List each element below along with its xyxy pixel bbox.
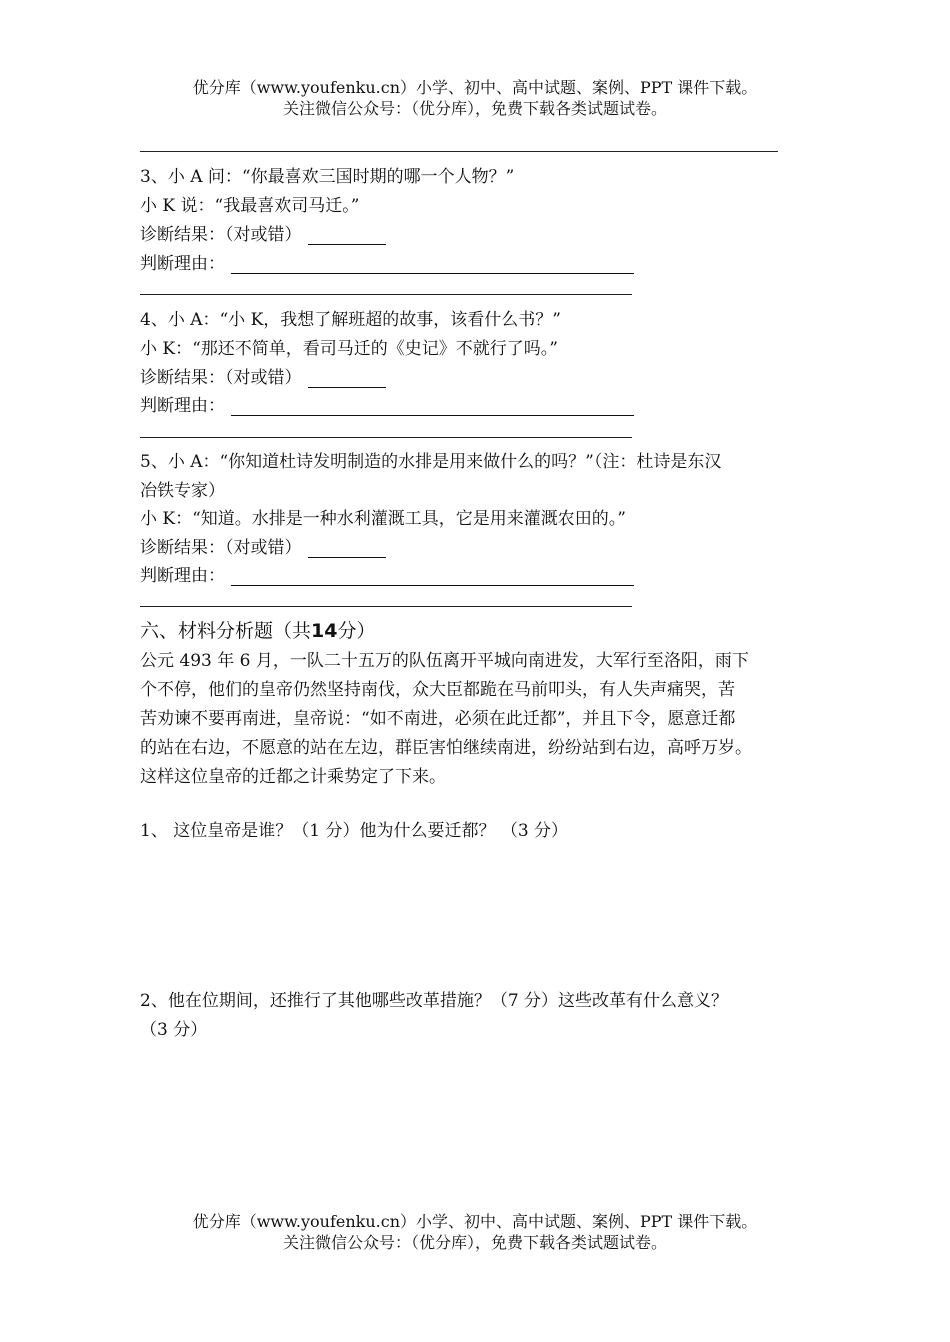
- item-3-reason-line-2[interactable]: [140, 294, 632, 295]
- reason-blank[interactable]: [231, 398, 634, 416]
- diagnosis-label: 诊断结果：（对或错）: [140, 368, 302, 388]
- item-5-answer: 小 K：“知道。水排是一种水利灌溉工具，它是用来灌溉农田的。”: [140, 509, 626, 529]
- top-rule: [140, 151, 778, 152]
- material-line-5: 这样这位皇帝的迁都之计乘势定了下来。: [140, 767, 446, 787]
- page-header: [0, 77, 950, 119]
- material-line-2: 个不停，他们的皇帝仍然坚持南伐，众大臣都跪在马前叩头，有人失声痛哭，苦: [140, 680, 735, 700]
- reason-label: 判断理由：: [140, 566, 225, 586]
- diagnosis-label: 诊断结果：（对或错）: [140, 538, 302, 558]
- item-3-question: 3、小 A 问：“你最喜欢三国时期的哪一个人物？”: [140, 167, 515, 187]
- item-4-question: 4、小 A：“小 K，我想了解班超的故事，该看什么书？”: [140, 310, 561, 330]
- item-5-diagnosis: [140, 533, 386, 558]
- reason-label: 判断理由：: [140, 254, 225, 274]
- section-title-suffix: 分）: [337, 620, 376, 642]
- footer-line-1: 优分库（www.youfenku.cn）小学、初中、高中试题、案例、PPT 课件下载。: [192, 1212, 758, 1231]
- question-2-line-2: （3 分）: [140, 1020, 208, 1040]
- diagnosis-label: 诊断结果：（对或错）: [140, 225, 302, 245]
- section-title-prefix: 六、材料分析题（共: [140, 620, 312, 642]
- question-2-line-1: 2、他在位期间，还推行了其他哪些改革措施？（7 分）这些改革有什么意义？: [140, 991, 729, 1011]
- item-3-answer: 小 K 说：“我最喜欢司马迁。”: [140, 196, 360, 216]
- footer-line-2: 关注微信公众号：（优分库），免费下载各类试题试卷。: [282, 1233, 667, 1252]
- item-4-reason-line-2[interactable]: [140, 437, 632, 438]
- item-4-answer: 小 K：“那还不简单，看司马迁的《史记》不就行了吗。”: [140, 339, 558, 359]
- header-line-1: 优分库（www.youfenku.cn）小学、初中、高中试题、案例、PPT 课件下载。: [192, 78, 758, 97]
- section-points: 14: [311, 620, 338, 642]
- diagnosis-blank[interactable]: [308, 227, 386, 245]
- item-4-reason: [140, 391, 634, 416]
- item-3-reason: [140, 249, 634, 274]
- diagnosis-blank[interactable]: [308, 540, 386, 558]
- material-line-3: 苦劝谏不要再南进，皇帝说：“如不南进，必须在此迁都”，并且下令，愿意迁都: [140, 709, 736, 729]
- reason-blank[interactable]: [231, 256, 634, 274]
- reason-label: 判断理由：: [140, 396, 225, 416]
- section-6-title: [140, 616, 375, 643]
- item-5-question: 5、小 A：“你知道杜诗发明制造的水排是用来做什么的吗？”（注：杜诗是东汉: [140, 452, 722, 472]
- question-1: 1、 这位皇帝是谁？（1 分）他为什么要迁都？ （3 分）: [140, 821, 569, 841]
- header-line-2: 关注微信公众号：（优分库），免费下载各类试题试卷。: [282, 99, 667, 118]
- item-5-question-cont: 冶铁专家）: [140, 481, 225, 501]
- material-line-4: 的站在右边，不愿意的站在左边，群臣害怕继续南进，纷纷站到右边，高呼万岁。: [140, 738, 752, 758]
- item-5-reason-line-2[interactable]: [140, 606, 632, 607]
- diagnosis-blank[interactable]: [308, 370, 386, 388]
- item-3-diagnosis: [140, 220, 386, 245]
- item-4-diagnosis: [140, 363, 386, 388]
- reason-blank[interactable]: [231, 568, 634, 586]
- page-footer: [0, 1211, 950, 1253]
- material-line-1: 公元 493 年 6 月，一队二十五万的队伍离开平城向南进发，大军行至洛阳，雨下: [140, 651, 749, 671]
- item-5-reason: [140, 561, 634, 586]
